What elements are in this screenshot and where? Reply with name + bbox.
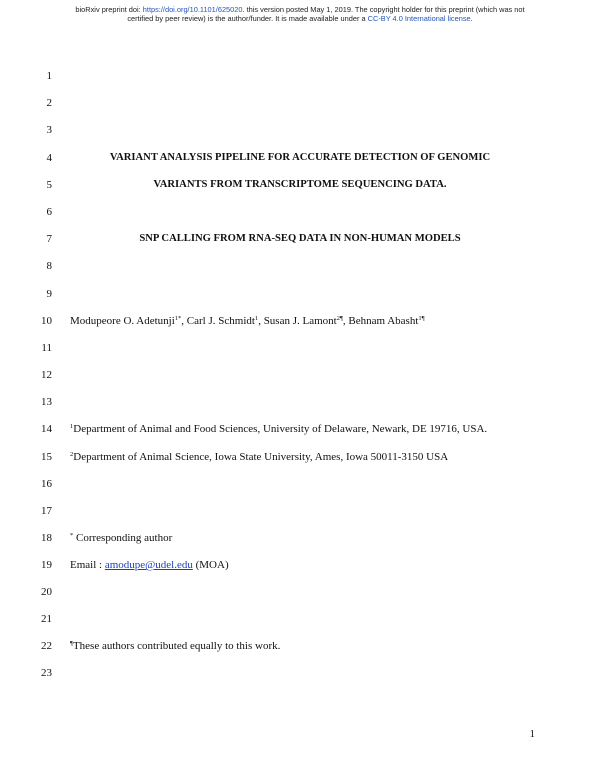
line-12 xyxy=(0,367,600,383)
equal-contribution-note: ¶These authors contributed equally to this work. xyxy=(70,640,281,652)
title-line-2: VARIANTS FROM TRANSCRIPTOME SEQUENCING DATA. xyxy=(153,179,447,190)
line-number: 10 xyxy=(41,315,52,327)
line-14 xyxy=(0,421,600,437)
line-number: 2 xyxy=(46,97,52,109)
line-22 xyxy=(0,638,600,654)
line-18 xyxy=(0,530,600,546)
line-number: 7 xyxy=(46,233,52,245)
line-number: 15 xyxy=(41,451,52,463)
line-number: 3 xyxy=(46,124,52,136)
line-1 xyxy=(0,68,600,84)
email-link[interactable]: amodupe@udel.edu xyxy=(104,559,193,571)
line-number: 8 xyxy=(46,260,52,272)
line-number: 21 xyxy=(41,613,52,625)
line-11 xyxy=(0,340,600,356)
line-21 xyxy=(0,611,600,627)
line-number: 6 xyxy=(46,206,52,218)
line-13 xyxy=(0,394,600,410)
line-number: 1 xyxy=(46,70,52,82)
line-number: 22 xyxy=(41,640,52,652)
line-number: 23 xyxy=(41,667,52,679)
corresponding-author-note: * Corresponding author xyxy=(70,532,173,544)
line-number: 20 xyxy=(41,586,52,598)
line-6 xyxy=(0,204,600,220)
line-3 xyxy=(0,122,600,138)
affiliation-1: $^1$Department of Animal and Food Sciences, University of Delaware, Newark, DE 19716, USA. xyxy=(70,423,488,435)
author-affiliation-mark: 1¶ xyxy=(418,315,425,322)
line-number: 5 xyxy=(46,179,52,191)
line-23 xyxy=(0,665,600,681)
line-10 xyxy=(0,313,600,329)
line-9 xyxy=(0,286,600,302)
doi-link[interactable]: https://doi.org/10.1101/625020 xyxy=(142,5,243,14)
line-number: 19 xyxy=(41,559,52,571)
email-line: Email : amodupe@udel.edu (MOA) xyxy=(70,559,229,571)
author-affiliation-mark: 1* xyxy=(174,315,182,322)
author-name: Carl J. Schmidt xyxy=(186,315,255,327)
author-name: Behnam Abasht xyxy=(348,315,419,327)
line-7 xyxy=(0,231,600,247)
header-line-1: bioRxiv preprint doi: https://doi.org/10.1101/625020. this version posted May 1, 2019. The copyright holder for this preprint (which was not xyxy=(75,5,525,14)
line-16 xyxy=(0,476,600,492)
line-17 xyxy=(0,503,600,519)
line-15 xyxy=(0,449,600,465)
author-affiliation-mark: 2¶ xyxy=(336,315,343,322)
header-line-2: certified by peer review) is the author/funder. It is made available under a CC-BY 4.0 International license. xyxy=(127,14,473,23)
affiliation-2: $^2$Department of Animal Science, Iowa State University, Ames, Iowa 50011-3150 USA xyxy=(70,451,449,463)
line-number: 14 xyxy=(41,423,52,435)
license-link[interactable]: CC-BY 4.0 International license xyxy=(367,14,471,23)
line-19 xyxy=(0,557,600,573)
line-number: 16 xyxy=(41,478,52,490)
line-8 xyxy=(0,258,600,274)
subtitle: SNP CALLING FROM RNA-SEQ DATA IN NON-HUMAN MODELS xyxy=(139,233,461,244)
line-2 xyxy=(0,95,600,111)
line-5 xyxy=(0,177,600,193)
line-number: 4 xyxy=(46,152,52,164)
line-number: 13 xyxy=(41,396,52,408)
line-number: 18 xyxy=(41,532,52,544)
title-line-1: VARIANT ANALYSIS PIPELINE FOR ACCURATE DETECTION OF GENOMIC xyxy=(109,152,491,163)
author-name: Susan J. Lamont xyxy=(263,315,337,327)
line-4 xyxy=(0,150,600,166)
line-number: 17 xyxy=(41,505,52,517)
line-number: 12 xyxy=(41,369,52,381)
author-list: Modupeore O. Adetunji$^{1*}$, Carl J. Schmidt$^1$, Susan J. Lamont$^{2\P}$, Behnam Abasht$^{1\P}$ xyxy=(70,315,425,327)
page-number: 1 xyxy=(529,728,535,740)
author-affiliation-mark: 1 xyxy=(254,315,259,322)
line-number: 9 xyxy=(46,288,52,300)
author-name: Modupeore O. Adetunji xyxy=(70,315,175,327)
line-20 xyxy=(0,584,600,600)
line-number: 11 xyxy=(41,342,52,354)
preprint-header xyxy=(40,5,560,23)
